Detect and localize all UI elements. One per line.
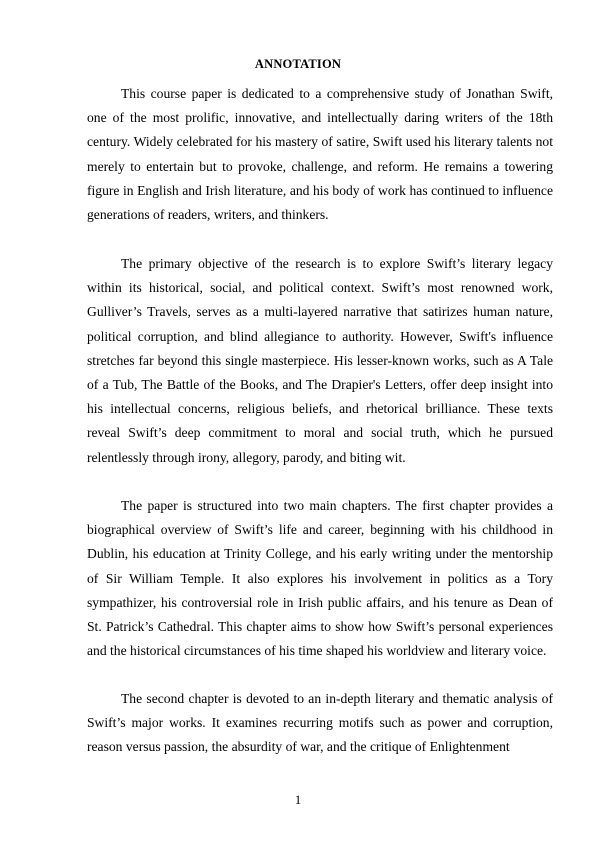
paragraph-structure: The paper is structured into two main chapters. The first chapter provides a biographical overview of Swift’s life and career, beginning with his childhood in Dublin, his education at Trinity College, and his early writing under the mentorship of Sir William Temple. It also explores his involvement in politics as a Tory sympathizer, his controversial role in Irish public affairs, and his tenure as Dean of St. Patrick’s Cathedral. This chapter aims to show how Swift’s personal experiences and the historical circumstances of his time shaped his worldview and literary voice. [87, 498, 553, 659]
page-number: 1 [294, 793, 302, 807]
page-title: ANNOTATION [254, 57, 342, 71]
paragraph-objective: The primary objective of the research is to explore Swift’s literary legacy within its historical, social, and political context. Swift’s most renowned work, Gulliver’s Travels, serves as a multi-layered narrative that satirizes human nature, political corruption, and blind allegiance to authority. However, Swift's influence stretches far beyond this single masterpiece. His lesser-known works, such as A Tale of a Tub, The Battle of the Books, and The Drapier's Letters, offer deep insight into his intellectual concerns, religious beliefs, and rhetorical brilliance. These texts reveal Swift’s deep commitment to moral and social truth, which he pursued relentlessly through irony, allegory, parody, and biting wit. [87, 256, 553, 465]
paragraph-second-chapter: The second chapter is devoted to an in-depth literary and thematic analysis of Swift’s major works. It examines recurring motifs such as power and corruption, reason versus passion, the absurdity of war, and the critique of Enlightenment [87, 691, 553, 755]
paragraph-introduction: This course paper is dedicated to a comprehensive study of Jonathan Swift, one of the most prolific, innovative, and intellectually daring writers of the 18th century. Widely celebrated for his mastery of satire, Swift used his literary talents not merely to entertain but to provoke, challenge, and reform. He remains a towering figure in English and Irish literature, and his body of work has continued to influence generations of readers, writers, and thinkers. [87, 86, 553, 223]
